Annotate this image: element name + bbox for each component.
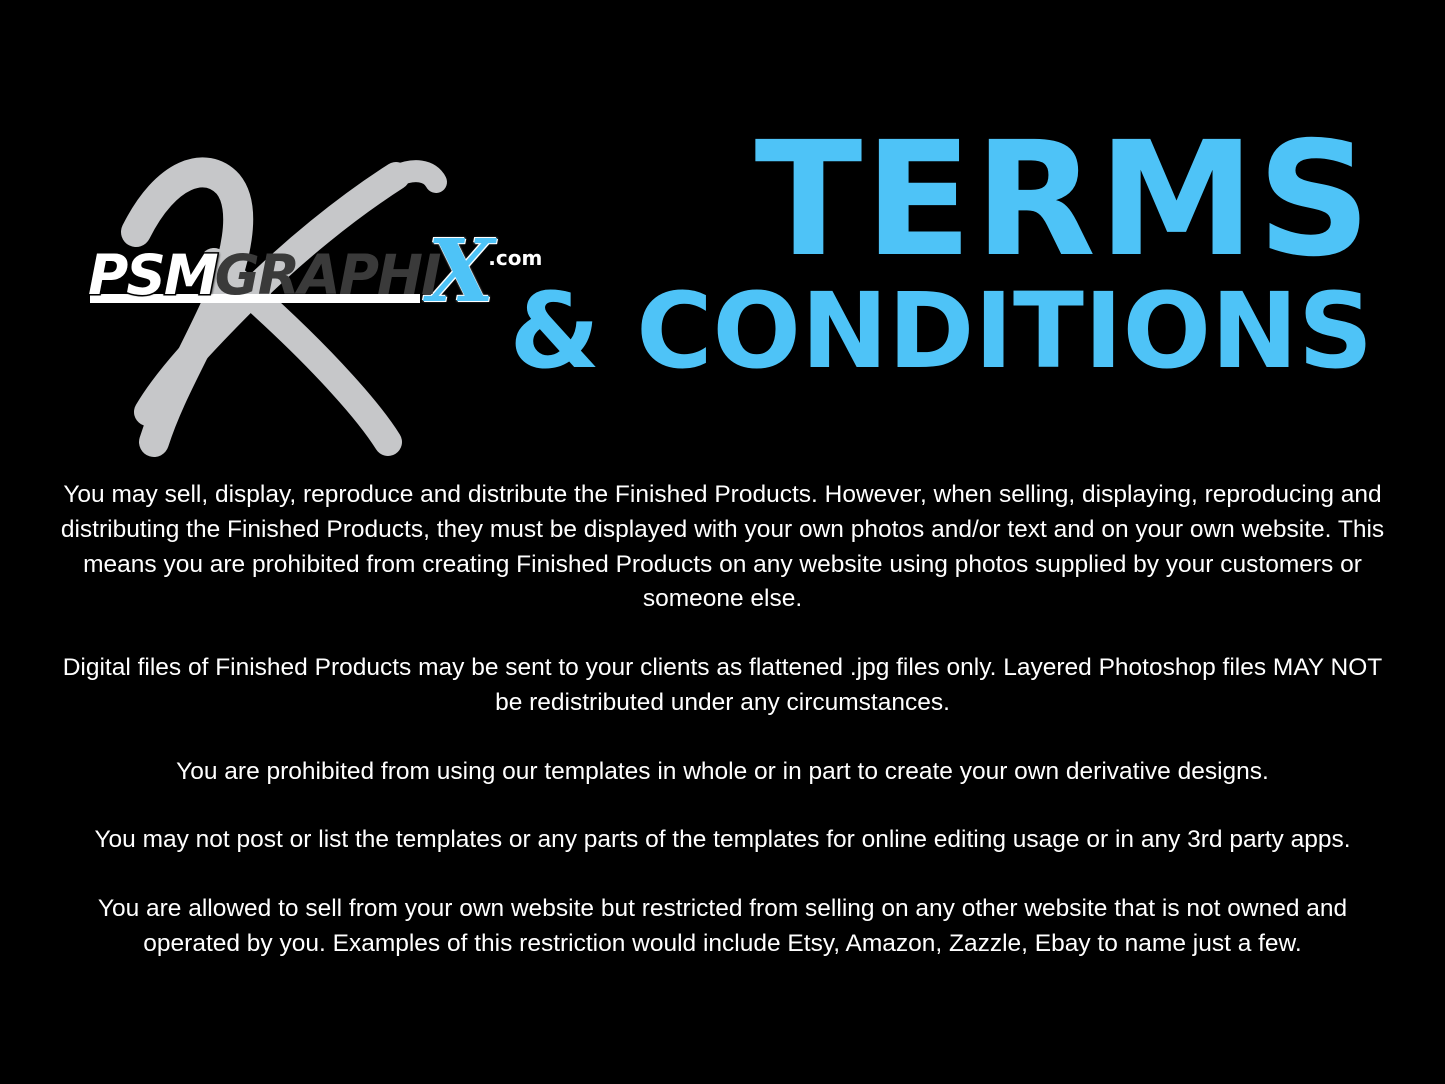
terms-paragraph: You may not post or list the templates or any parts of the templates for online editing usage or in any 3rd party apps. <box>94 826 1351 854</box>
logo-text-x: X <box>427 221 495 322</box>
logo-text-graphi: GRAPHI <box>214 242 440 307</box>
terms-paragraph: You are allowed to sell from your own website but restricted from selling on any other website that is not owned and operated by you. Examples of this restriction would include Etsy, Amazon, Zazzle, Ebay to name just a few. <box>97 895 1348 958</box>
terms-paragraph: You are prohibited from using our templates in whole or in part to create your own derivative designs. <box>176 757 1269 785</box>
terms-body <box>58 478 1387 962</box>
logo-text-psm: PSM <box>88 242 217 307</box>
title-block <box>509 108 1373 393</box>
psmgraphix-logo <box>88 221 543 322</box>
page-title: TERMS <box>754 108 1373 292</box>
logo-text-com: .com <box>488 246 543 270</box>
terms-paragraph: Digital files of Finished Products may be sent to your clients as flattened .jpg files only. Layered Photoshop files MAY NOT be redistributed under any circumstances. <box>62 654 1383 716</box>
terms-paragraph: You may sell, display, reproduce and distribute the Finished Products. However, when selling, displaying, reproducing and distributing the Finished Products, they must be displayed with your own photos and/or text and on your own website. This means you are prohibited from creating Finished Products on any website using photos supplied by your customers or someone else. <box>60 481 1385 613</box>
page-subtitle: & CONDITIONS <box>509 270 1373 393</box>
page-header <box>0 0 1445 470</box>
